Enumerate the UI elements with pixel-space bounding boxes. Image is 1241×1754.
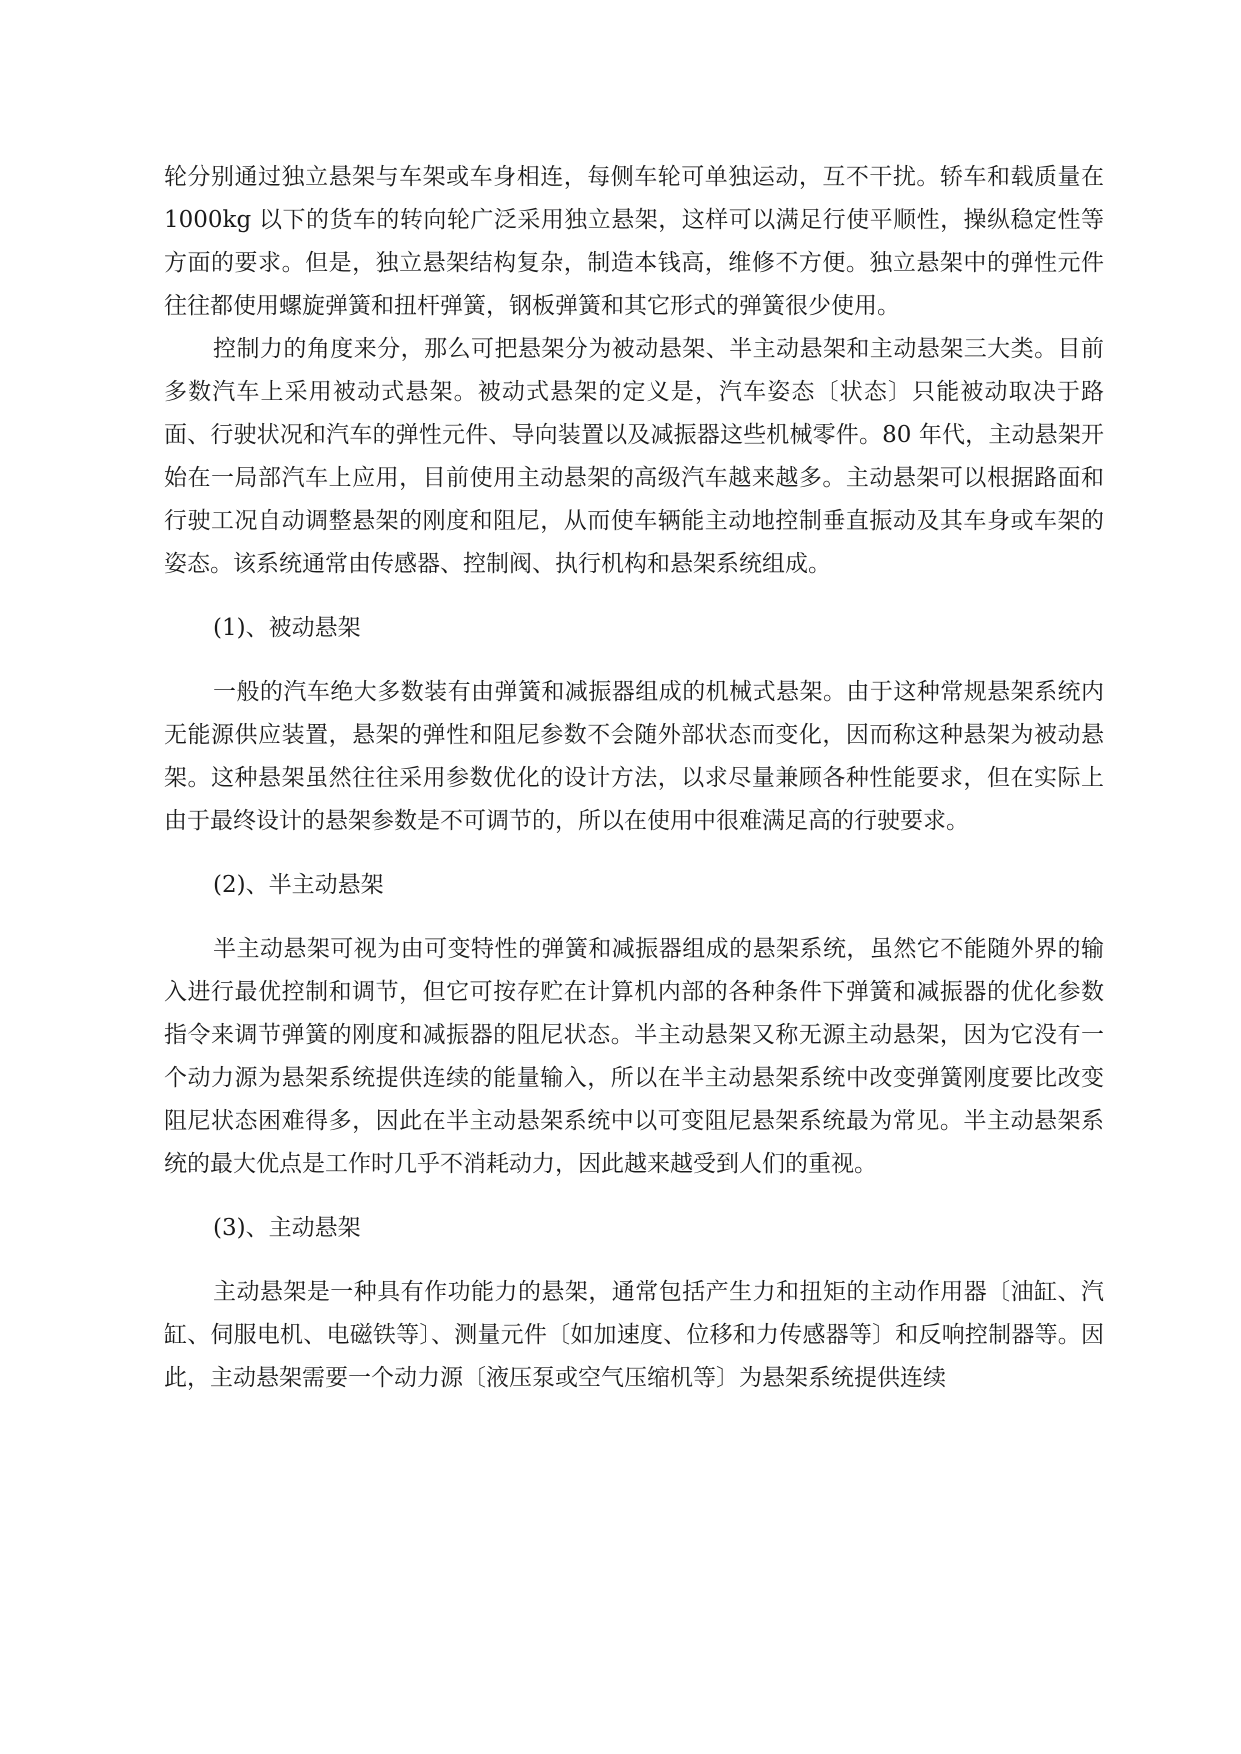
paragraph-passive-suspension: 一般的汽车绝大多数装有由弹簧和减振器组成的机械式悬架。由于这种常规悬架系统内无能源供应装置，悬架的弹性和阻尼参数不会随外部状态而变化，因而称这种悬架为被动悬架。这种悬架虽然往往采用参数优化的设计方法，以求尽量兼顾各种性能要求，但在实际上由于最终设计的悬架参数是不可调节的，所以在使用中很难满足高的行驶要求。 bbox=[164, 679, 1104, 834]
paragraph-suspension-classification: 控制力的角度来分，那么可把悬架分为被动悬架、半主动悬架和主动悬架三大类。目前多数汽车上采用被动式悬架。被动式悬架的定义是，汽车姿态〔状态〕只能被动取决于路面、行驶状况和汽车的弹性元件、导向装置以及减振器这些机械零件。80 年代，主动悬架开始在一局部汽车上应用，目前使用主动悬架的高级汽车越来越多。主动悬架可以根据路面和行驶工况自动调整悬架的刚度和阻尼，从而使车辆能主动地控制垂直振动及其车身或车架的姿态。该系统通常由传感器、控制阀、执行机构和悬架系统组成。 bbox=[164, 336, 1104, 577]
section-heading-passive-suspension: (1)、被动悬架 bbox=[213, 615, 361, 641]
section-heading-semi-active-suspension: (2)、半主动悬架 bbox=[213, 872, 384, 898]
document-page bbox=[164, 156, 1104, 1400]
section-heading-active-suspension: (3)、主动悬架 bbox=[213, 1215, 361, 1241]
paragraph-independent-suspension: 轮分别通过独立悬架与车架或车身相连，每侧车轮可单独运动，互不干扰。轿车和载质量在 1000kg 以下的货车的转向轮广泛采用独立悬架，这样可以满足行使平顺性，操纵稳定性等方面的要求。但是，独立悬架结构复杂，制造本钱高，维修不方便。独立悬架中的弹性元件往往都使用螺旋弹簧和扭杆弹簧，钢板弹簧和其它形式的弹簧很少使用。 bbox=[164, 164, 1104, 319]
paragraph-semi-active-suspension: 半主动悬架可视为由可变特性的弹簧和减振器组成的悬架系统，虽然它不能随外界的输入进行最优控制和调节，但它可按存贮在计算机内部的各种条件下弹簧和减振器的优化参数指令来调节弹簧的刚度和减振器的阻尼状态。半主动悬架又称无源主动悬架，因为它没有一个动力源为悬架系统提供连续的能量输入，所以在半主动悬架系统中改变弹簧刚度要比改变阻尼状态困难得多，因此在半主动悬架系统中以可变阻尼悬架系统最为常见。半主动悬架系统的最大优点是工作时几乎不消耗动力，因此越来越受到人们的重视。 bbox=[164, 936, 1104, 1177]
paragraph-active-suspension: 主动悬架是一种具有作功能力的悬架，通常包括产生力和扭矩的主动作用器〔油缸、汽缸、伺服电机、电磁铁等〕、测量元件〔如加速度、位移和力传感器等〕和反响控制器等。因此，主动悬架需要一个动力源〔液压泵或空气压缩机等〕为悬架系统提供连续 bbox=[164, 1279, 1104, 1391]
